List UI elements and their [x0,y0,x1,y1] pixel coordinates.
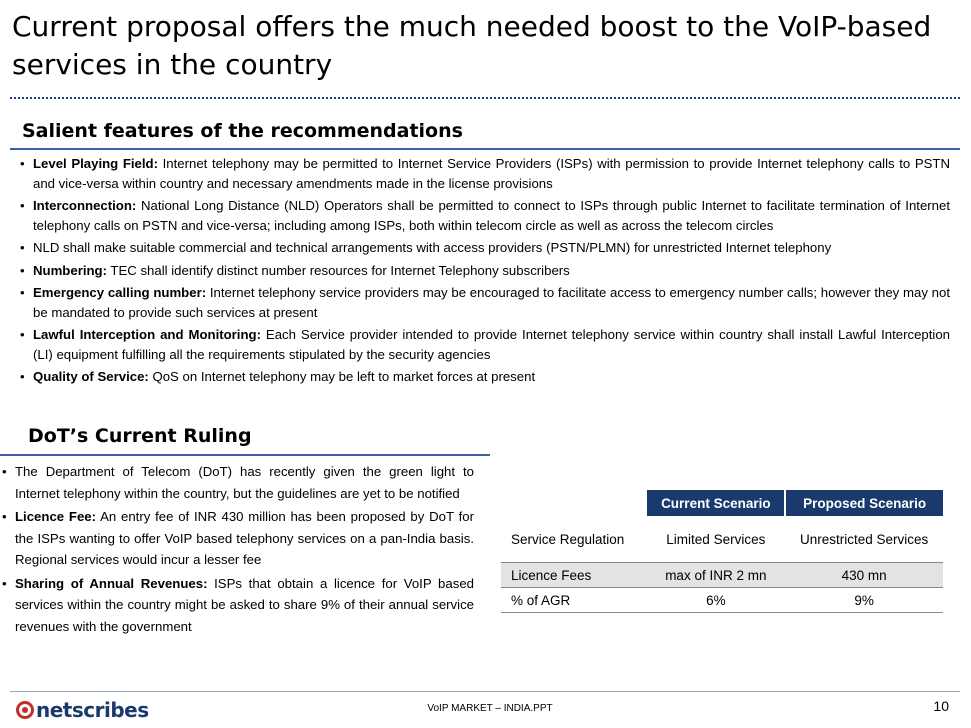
table-cell: 6% [646,588,785,613]
list-item [20,283,950,322]
table-header-row [501,490,943,516]
ruling-list [2,461,474,639]
item-text: Internet telephony may be permitted to Internet Service Providers (ISPs) with permission to provide Internet telephony calls to PSTN and vice-versa within country and necessary amendments made in the license provisions [33,156,950,191]
table-header-proposed: Proposed Scenario [785,490,943,516]
list-item [20,196,950,235]
item-label: Sharing of Annual Revenues: [15,575,208,591]
item-text: TEC shall identify distinct number resources for Internet Telephony subscribers [107,262,570,278]
item-text: ISPs that obtain a licence for VoIP based services within the country might be asked to share 9% of their annual service revenues with the government [15,575,474,634]
item-label: Interconnection: [33,198,137,213]
table-row [501,563,943,588]
scenario-table [501,490,943,613]
item-label: Level Playing Field: [33,156,159,171]
item-text: Each Service provider intended to provide Internet telephony service within country shall install Lawful Interception (LI) equipment fulfilling all the requirements stipulated by the security agencies [33,327,951,362]
footer-file-name: VoIP MARKET – INDIA.PPT [427,703,553,714]
item-label: Quality of Service: [33,369,149,384]
table-row [501,516,943,563]
features-heading: Salient features of the recommendations [22,120,463,142]
list-item [20,261,950,281]
table-cell: Licence Fees [501,563,646,588]
item-text: Internet telephony service providers may be encouraged to facilitate access to emergency number calls; however they may not be mandated to provide such services at present [33,285,951,320]
table-cell: max of INR 2 mn [646,563,785,588]
ruling-heading-underline [0,454,490,456]
table-cell: % of AGR [501,588,646,613]
logo-mark-icon [16,701,34,719]
table-header-blank [501,490,646,516]
title-divider [10,97,960,99]
logo-text: netscribes [36,698,149,722]
features-list [20,154,950,390]
table-cell: Service Regulation [501,516,646,563]
table-cell: 430 mn [785,563,943,588]
item-text: QoS on Internet telephony may be left to market forces at present [148,369,536,384]
list-item [2,506,474,571]
table-row [501,588,943,613]
list-item [20,238,950,258]
item-text: The Department of Telecom (DoT) has recently given the green light to Internet telephony within the country, but the guidelines are yet to be notified [15,464,474,501]
item-text: An entry fee of INR 430 million has been proposed by DoT for the ISPs wanting to offer VoIP based telephony services on a pan-India basis. Regional services would incur a lesser fee [15,509,474,567]
ruling-heading: DoT’s Current Ruling [28,425,252,447]
item-label: Lawful Interception and Monitoring: [33,327,261,342]
list-item [20,325,950,364]
slide-title: Current proposal offers the much needed boost to the VoIP-based services in the country [12,10,932,81]
features-heading-underline [10,148,960,150]
table-cell: 9% [785,588,943,613]
list-item [20,154,950,193]
table-cell: Limited Services [646,516,785,563]
table-header-current: Current Scenario [646,490,785,516]
item-label: Emergency calling number: [33,285,207,300]
item-label: Licence Fee: [15,509,97,524]
table-cell: Unrestricted Services [785,516,943,563]
page-number: 10 [933,698,949,714]
list-item [2,573,474,638]
footer-divider [10,691,960,692]
list-item [2,461,474,504]
item-text: NLD shall make suitable commercial and technical arrangements with access providers (PSTN/PLMN) for unrestricted Internet telephony [33,240,832,255]
netscribes-logo [16,698,149,722]
item-label: Numbering: [33,262,107,278]
list-item [20,367,950,387]
item-text: National Long Distance (NLD) Operators shall be permitted to connect to ISPs through public Internet to facilitate termination of Internet telephony calls on PSTN and vice-versa; including among ISPs, both within telecom circle as well as across the telecom circles [33,198,950,233]
